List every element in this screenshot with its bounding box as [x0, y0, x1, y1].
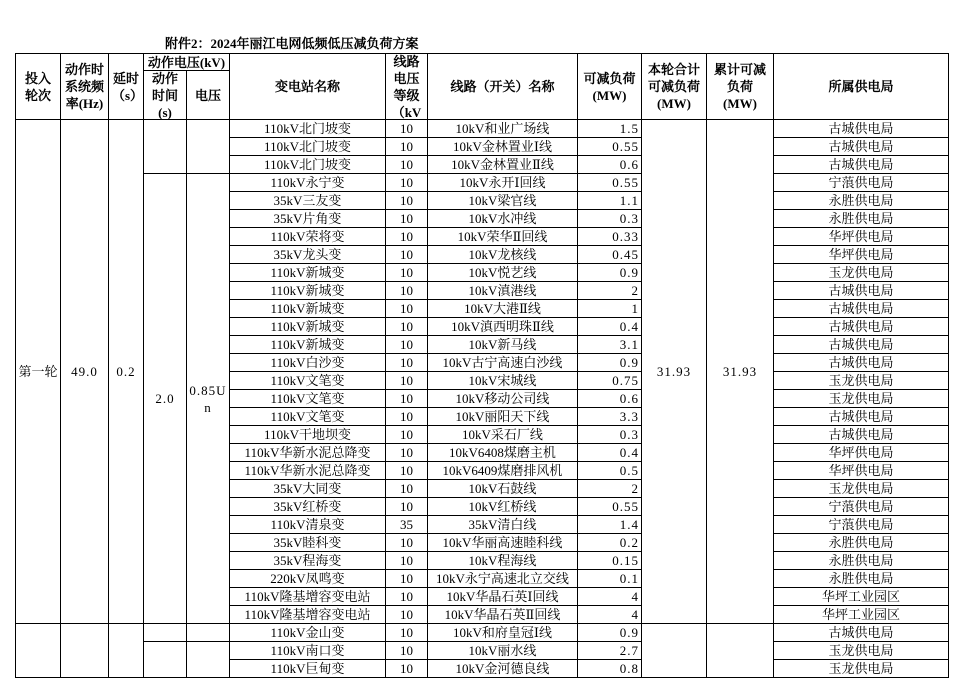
station-cell: 35kV大同变 — [230, 480, 385, 497]
line-name-cell: 10kV新马线 — [428, 336, 577, 353]
load-cell: 0.9 — [578, 624, 641, 641]
header-delay: 延时（s） — [109, 54, 143, 119]
line-name-cell: 10kV华丽高速睦科线 — [428, 534, 577, 551]
line-name-cell: 10kV丽水线 — [428, 642, 577, 659]
load-cell: 0.15 — [578, 552, 641, 569]
station-cell: 110kV文笔变 — [230, 390, 385, 407]
load-cell: 0.3 — [578, 210, 641, 227]
action-time-cell — [144, 642, 186, 677]
line-name-cell: 10kV滇港线 — [428, 282, 577, 299]
line-name-cell: 10kV大港Ⅱ线 — [428, 300, 577, 317]
bureau-cell: 古城供电局 — [774, 120, 948, 137]
line-voltage-cell: 10 — [386, 138, 427, 155]
line-voltage-cell: 10 — [386, 624, 427, 641]
line-voltage-cell: 10 — [386, 264, 427, 281]
station-cell: 110kV隆基增容变电站 — [230, 606, 385, 623]
load-cell: 4 — [578, 606, 641, 623]
station-cell: 35kV龙头变 — [230, 246, 385, 263]
line-name-cell: 10kV华晶石英Ⅱ回线 — [428, 606, 577, 623]
load-cell: 0.1 — [578, 570, 641, 587]
load-cell: 2 — [578, 282, 641, 299]
bureau-cell: 古城供电局 — [774, 318, 948, 335]
bureau-cell: 玉龙供电局 — [774, 390, 948, 407]
load-cell: 0.9 — [578, 354, 641, 371]
header-load: 可减负荷(MW) — [578, 54, 641, 119]
line-voltage-cell: 10 — [386, 192, 427, 209]
load-cell: 0.55 — [578, 498, 641, 515]
load-cell: 3.3 — [578, 408, 641, 425]
bureau-cell: 华坪供电局 — [774, 246, 948, 263]
line-voltage-cell: 10 — [386, 246, 427, 263]
load-cell: 1 — [578, 300, 641, 317]
bureau-cell: 永胜供电局 — [774, 570, 948, 587]
bureau-cell: 华坪工业园区 — [774, 606, 948, 623]
bureau-cell: 玉龙供电局 — [774, 372, 948, 389]
load-cell: 0.5 — [578, 462, 641, 479]
station-cell: 110kV清泉变 — [230, 516, 385, 533]
line-voltage-cell: 10 — [386, 210, 427, 227]
station-cell: 110kV文笔变 — [230, 408, 385, 425]
station-cell: 110kV荣将变 — [230, 228, 385, 245]
line-voltage-cell: 10 — [386, 174, 427, 191]
load-cell: 0.2 — [578, 534, 641, 551]
action-time-cell: 2.0 — [144, 174, 186, 623]
round-total-cell — [642, 624, 706, 677]
line-voltage-cell: 10 — [386, 444, 427, 461]
delay-cell — [109, 624, 143, 677]
line-name-cell: 10kV古宁高速白沙线 — [428, 354, 577, 371]
line-name-cell: 10kV水冲线 — [428, 210, 577, 227]
station-cell: 110kV北门坡变 — [230, 156, 385, 173]
station-cell: 110kV隆基增容变电站 — [230, 588, 385, 605]
line-voltage-cell: 10 — [386, 498, 427, 515]
line-name-cell: 10kV金河德良线 — [428, 660, 577, 677]
load-cell: 0.45 — [578, 246, 641, 263]
load-cell: 0.55 — [578, 138, 641, 155]
station-cell: 110kV新城变 — [230, 318, 385, 335]
round-total-cell: 31.93 — [642, 120, 706, 623]
action-time-cell — [144, 120, 186, 173]
line-voltage-cell: 10 — [386, 642, 427, 659]
line-name-cell: 10kV丽阳天下线 — [428, 408, 577, 425]
bureau-cell: 古城供电局 — [774, 624, 948, 641]
round-cell — [16, 624, 60, 677]
line-name-cell: 10kV金林置业Ⅰ线 — [428, 138, 577, 155]
line-voltage-cell: 10 — [386, 390, 427, 407]
bureau-cell: 古城供电局 — [774, 282, 948, 299]
station-cell: 35kV片角变 — [230, 210, 385, 227]
load-cell: 0.55 — [578, 174, 641, 191]
station-cell: 110kV金山变 — [230, 624, 385, 641]
line-voltage-cell: 10 — [386, 282, 427, 299]
station-cell: 35kV三友变 — [230, 192, 385, 209]
header-action-voltage-group: 动作电压(kV) — [144, 54, 229, 70]
station-cell: 110kV永宁变 — [230, 174, 385, 191]
line-voltage-cell: 10 — [386, 336, 427, 353]
voltage-cell — [187, 642, 229, 677]
line-name-cell: 10kV6408煤磨主机 — [428, 444, 577, 461]
load-cell: 4 — [578, 588, 641, 605]
bureau-cell: 宁蒗供电局 — [774, 498, 948, 515]
load-cell: 0.4 — [578, 318, 641, 335]
load-cell: 0.3 — [578, 426, 641, 443]
bureau-cell: 玉龙供电局 — [774, 660, 948, 677]
line-name-cell: 10kV宋城线 — [428, 372, 577, 389]
line-name-cell: 10kV滇西明珠Ⅱ线 — [428, 318, 577, 335]
header-line-name: 线路（开关）名称 — [428, 54, 577, 119]
line-name-cell: 10kV龙核线 — [428, 246, 577, 263]
bureau-cell: 古城供电局 — [774, 426, 948, 443]
line-name-cell: 10kV程海线 — [428, 552, 577, 569]
voltage-cell — [187, 624, 229, 641]
station-cell: 35kV睦科变 — [230, 534, 385, 551]
line-voltage-cell: 10 — [386, 552, 427, 569]
load-cell: 1.5 — [578, 120, 641, 137]
line-name-cell: 35kV清白线 — [428, 516, 577, 533]
line-name-cell: 10kV荣华Ⅱ回线 — [428, 228, 577, 245]
line-voltage-cell: 10 — [386, 408, 427, 425]
line-name-cell: 10kV6409煤磨排风机 — [428, 462, 577, 479]
action-time-cell — [144, 624, 186, 641]
line-voltage-cell: 10 — [386, 300, 427, 317]
bureau-cell: 古城供电局 — [774, 336, 948, 353]
load-cell: 0.33 — [578, 228, 641, 245]
round-cell: 第一轮 — [16, 120, 60, 623]
station-cell: 110kV新城变 — [230, 264, 385, 281]
bureau-cell: 华坪供电局 — [774, 228, 948, 245]
bureau-cell: 宁蒗供电局 — [774, 516, 948, 533]
station-cell: 110kV北门坡变 — [230, 120, 385, 137]
header-round-total: 本轮合计可减负荷(MW) — [642, 54, 706, 119]
bureau-cell: 华坪供电局 — [774, 444, 948, 461]
line-voltage-cell: 35 — [386, 516, 427, 533]
bureau-cell: 古城供电局 — [774, 408, 948, 425]
load-cell: 0.9 — [578, 264, 641, 281]
line-voltage-cell: 10 — [386, 606, 427, 623]
load-shedding-table — [15, 53, 949, 678]
bureau-cell: 古城供电局 — [774, 354, 948, 371]
bureau-cell: 永胜供电局 — [774, 552, 948, 569]
load-cell: 0.6 — [578, 390, 641, 407]
station-cell: 220kV凤鸣变 — [230, 570, 385, 587]
load-cell: 0.4 — [578, 444, 641, 461]
station-cell: 35kV程海变 — [230, 552, 385, 569]
line-voltage-cell: 10 — [386, 588, 427, 605]
line-voltage-cell: 10 — [386, 156, 427, 173]
station-cell: 35kV红桥变 — [230, 498, 385, 515]
line-name-cell: 10kV移动公司线 — [428, 390, 577, 407]
frequency-cell — [61, 624, 108, 677]
line-voltage-cell: 10 — [386, 480, 427, 497]
header-voltage: 电压 — [187, 71, 229, 119]
line-name-cell: 10kV华晶石英Ⅰ回线 — [428, 588, 577, 605]
line-voltage-cell: 10 — [386, 570, 427, 587]
header-bureau: 所属供电局 — [774, 54, 948, 119]
load-cell: 0.75 — [578, 372, 641, 389]
load-cell: 2.7 — [578, 642, 641, 659]
load-cell: 0.8 — [578, 660, 641, 677]
station-cell: 110kV新城变 — [230, 336, 385, 353]
line-voltage-cell: 10 — [386, 318, 427, 335]
bureau-cell: 永胜供电局 — [774, 192, 948, 209]
station-cell: 110kV干地坝变 — [230, 426, 385, 443]
load-cell: 2 — [578, 480, 641, 497]
document-title: 附件2：2024年丽江电网低频低压减负荷方案 — [165, 36, 419, 51]
station-cell: 110kV文笔变 — [230, 372, 385, 389]
line-name-cell: 10kV采石厂线 — [428, 426, 577, 443]
bureau-cell: 华坪工业园区 — [774, 588, 948, 605]
line-voltage-cell: 10 — [386, 462, 427, 479]
bureau-cell: 古城供电局 — [774, 138, 948, 155]
line-name-cell: 10kV悦艺线 — [428, 264, 577, 281]
line-voltage-cell: 10 — [386, 354, 427, 371]
load-cell: 3.1 — [578, 336, 641, 353]
station-cell: 110kV北门坡变 — [230, 138, 385, 155]
bureau-cell: 华坪供电局 — [774, 462, 948, 479]
line-voltage-cell: 10 — [386, 120, 427, 137]
station-cell: 110kV巨甸变 — [230, 660, 385, 677]
header-action-time: 动作时间(s) — [144, 71, 186, 119]
frequency-cell: 49.0 — [61, 120, 108, 623]
bureau-cell: 宁蒗供电局 — [774, 174, 948, 191]
bureau-cell: 永胜供电局 — [774, 210, 948, 227]
bureau-cell: 玉龙供电局 — [774, 480, 948, 497]
bureau-cell: 永胜供电局 — [774, 534, 948, 551]
header-round: 投入轮次 — [16, 54, 60, 119]
bureau-cell: 古城供电局 — [774, 300, 948, 317]
bureau-cell: 古城供电局 — [774, 156, 948, 173]
station-cell: 110kV白沙变 — [230, 354, 385, 371]
line-name-cell: 10kV和业广场线 — [428, 120, 577, 137]
line-name-cell: 10kV石鼓线 — [428, 480, 577, 497]
station-cell: 110kV华新水泥总降变 — [230, 444, 385, 461]
station-cell: 110kV南口变 — [230, 642, 385, 659]
voltage-cell: 0.85Un — [187, 174, 229, 623]
voltage-cell — [187, 120, 229, 173]
bureau-cell: 玉龙供电局 — [774, 642, 948, 659]
bureau-cell: 玉龙供电局 — [774, 264, 948, 281]
line-voltage-cell: 10 — [386, 660, 427, 677]
station-cell: 110kV新城变 — [230, 300, 385, 317]
line-name-cell: 10kV梁官线 — [428, 192, 577, 209]
delay-cell: 0.2 — [109, 120, 143, 623]
cumulative-cell: 31.93 — [707, 120, 773, 623]
header-line-voltage: 线路电压等级（kV — [386, 54, 427, 119]
line-name-cell: 10kV和府皇冠Ⅰ线 — [428, 624, 577, 641]
line-name-cell: 10kV金林置业Ⅱ线 — [428, 156, 577, 173]
line-name-cell: 10kV红桥线 — [428, 498, 577, 515]
line-voltage-cell: 10 — [386, 534, 427, 551]
line-voltage-cell: 10 — [386, 426, 427, 443]
line-name-cell: 10kV永宁高速北立交线 — [428, 570, 577, 587]
load-cell: 1.1 — [578, 192, 641, 209]
header-frequency: 动作时系统频率(Hz) — [61, 54, 108, 119]
header-cumulative: 累计可减负荷(MW) — [707, 54, 773, 119]
station-cell: 110kV华新水泥总降变 — [230, 462, 385, 479]
line-voltage-cell: 10 — [386, 228, 427, 245]
header-station: 变电站名称 — [230, 54, 385, 119]
load-cell: 0.6 — [578, 156, 641, 173]
station-cell: 110kV新城变 — [230, 282, 385, 299]
line-name-cell: 10kV永开Ⅰ回线 — [428, 174, 577, 191]
cumulative-cell — [707, 624, 773, 677]
load-cell: 1.4 — [578, 516, 641, 533]
line-voltage-cell: 10 — [386, 372, 427, 389]
